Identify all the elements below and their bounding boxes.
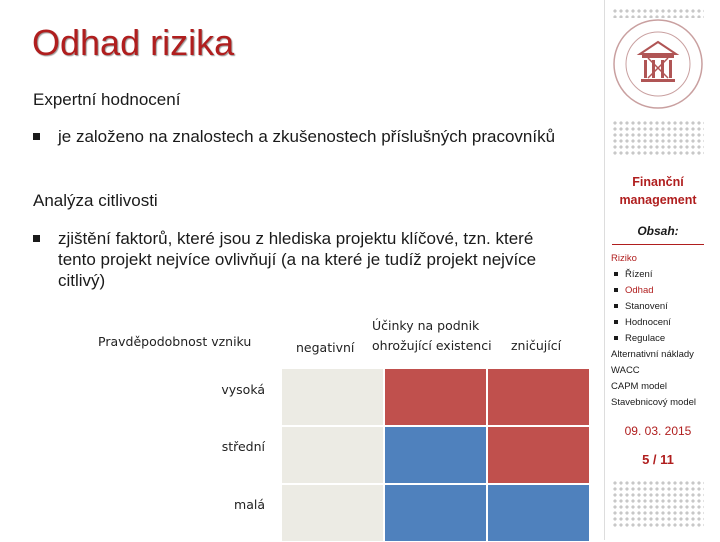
bullet-square-icon xyxy=(614,288,618,292)
section-heading-analysis: Analýza citlivosti xyxy=(33,191,158,210)
bullet-square-icon xyxy=(614,320,618,324)
page-number: 5 / 11 xyxy=(642,452,674,467)
university-seal-icon xyxy=(604,8,712,116)
sidebar-nav-label: Stavebnicový model xyxy=(611,397,697,408)
sidebar-nav-label: Riziko xyxy=(611,253,637,264)
row-axis-label: Pravděpodobnost vzniku xyxy=(98,334,252,349)
dot-pattern-bottom xyxy=(612,480,704,528)
row-header-medium: střední xyxy=(221,439,265,454)
sidebar-nav-item[interactable] xyxy=(611,349,694,360)
sidebar-nav-item[interactable] xyxy=(611,381,667,392)
sidebar-nav-label: Stanovení xyxy=(625,301,668,312)
contents-heading: Obsah: xyxy=(637,224,679,238)
column-header-destructive: zničující xyxy=(511,338,562,353)
dot-pattern-upper xyxy=(612,120,704,156)
bullet-square-icon xyxy=(33,235,40,242)
sidebar-nav-label: WACC xyxy=(611,365,640,376)
sidebar-nav-label: Hodnocení xyxy=(625,317,671,328)
sidebar-nav-item[interactable] xyxy=(611,365,640,376)
sidebar-nav-label: Odhad xyxy=(625,285,654,296)
column-header-negative: negativní xyxy=(296,340,355,355)
sidebar-nav-label: Alternativní náklady xyxy=(611,349,694,360)
contents-divider xyxy=(612,244,704,245)
row-header-high: vysoká xyxy=(221,382,265,397)
sidebar-nav-label: CAPM model xyxy=(611,381,667,392)
matrix-cell xyxy=(487,484,590,542)
bullet-square-icon xyxy=(614,336,618,340)
section-heading-expert: Expertní hodnocení xyxy=(33,90,181,109)
column-header-threatening: ohrožující existenci xyxy=(372,338,492,353)
bullet-text: zjištění faktorů, které jsou z hlediska projektu klíčové, tzn. které tento projekt nejvíce ovlivňují (a na které je tudíž projekt nejvíce citlivý) xyxy=(58,229,537,290)
matrix-cell xyxy=(281,484,384,542)
bullet-square-icon xyxy=(614,304,618,308)
sidebar-nav-item[interactable] xyxy=(611,397,696,408)
sidebar-course-title: Finanční management xyxy=(619,175,697,207)
sidebar-nav-item[interactable] xyxy=(611,285,654,296)
row-header-low: malá xyxy=(234,497,265,512)
matrix-cell xyxy=(281,426,384,484)
bullet-square-icon xyxy=(33,133,40,140)
matrix-cell xyxy=(487,426,590,484)
slide-date: 09. 03. 2015 xyxy=(624,424,692,438)
sidebar-nav-item[interactable] xyxy=(611,317,671,328)
column-axis-label: Účinky na podnik xyxy=(372,318,480,333)
slide-title: Odhad rizika xyxy=(32,22,235,63)
bullet-text: je založeno na znalostech a zkušenostech příslušných pracovníků xyxy=(58,127,556,146)
matrix-cell xyxy=(281,368,384,426)
matrix-cell xyxy=(384,368,487,426)
matrix-cell xyxy=(487,368,590,426)
sidebar-nav-label: Regulace xyxy=(625,333,666,344)
bullet-square-icon xyxy=(614,272,618,276)
sidebar-nav-item[interactable] xyxy=(611,269,652,280)
matrix-cell xyxy=(384,484,487,542)
sidebar-nav-label: Řízení xyxy=(625,269,653,280)
matrix-cell xyxy=(384,426,487,484)
sidebar-nav-item[interactable] xyxy=(611,301,668,312)
sidebar-nav-item[interactable] xyxy=(611,253,637,264)
bullet-item xyxy=(33,228,573,291)
bullet-item xyxy=(33,126,573,147)
sidebar-nav-item[interactable] xyxy=(611,333,665,344)
